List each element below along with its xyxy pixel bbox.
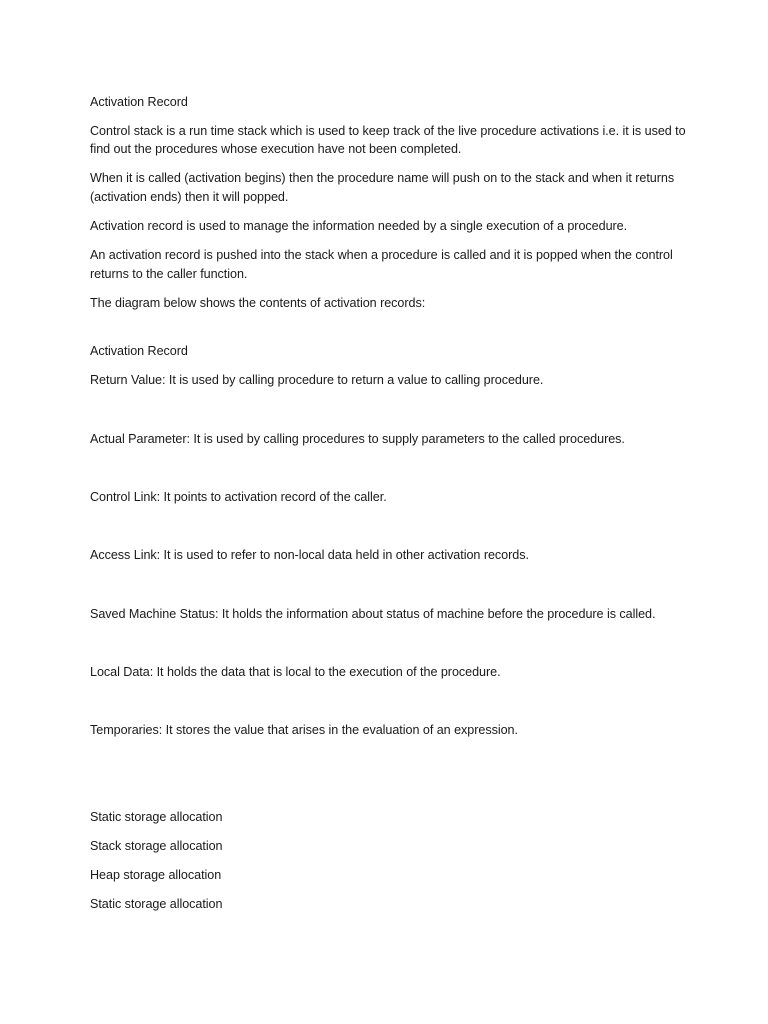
field-control-link: Control Link: It points to activation record of the caller. — [90, 490, 387, 504]
field-temporaries: Temporaries: It stores the value that arises in the evaluation of an expression. — [90, 723, 518, 738]
allocation-item-static-repeat: Static storage allocation — [90, 897, 223, 912]
field-access-link: Access Link: It is used to refer to non-local data held in other activation records. — [90, 548, 529, 563]
allocation-item-stack: Stack storage allocation — [90, 838, 223, 853]
allocation-item-heap: Heap storage allocation — [90, 868, 222, 883]
field-local-data: Local Data: It holds the data that is local to the execution of the procedure. — [90, 664, 501, 679]
paragraph-activation-push: When it is called (activation begins) then the procedure name will push on to the stack and when it returns (activation ends) then it will popped. — [90, 171, 675, 204]
paragraph-activation-record-stack: An activation record is pushed into the stack when a procedure is called and it is popped when the control returns to the caller function. — [90, 248, 673, 281]
document-heading: Activation Record — [90, 95, 188, 109]
allocation-item-static: Static storage allocation — [90, 809, 223, 824]
paragraph-diagram-intro: The diagram below shows the contents of activation records: — [90, 295, 426, 310]
document-body — [90, 93, 690, 924]
diagram-heading: Activation Record — [90, 344, 188, 359]
field-return-value: Return Value: It is used by calling procedure to return a value to calling procedure. — [90, 373, 544, 388]
paragraph-control-stack: Control stack is a run time stack which is used to keep track of the live procedure activations i.e. it is used to find out the procedures whose execution have not been completed. — [90, 123, 686, 157]
field-actual-parameter: Actual Parameter: It is used by calling procedures to supply parameters to the called procedures. — [90, 431, 625, 446]
paragraph-activation-record-purpose: Activation record is used to manage the information needed by a single execution of a procedure. — [90, 218, 628, 233]
field-saved-machine-status: Saved Machine Status: It holds the information about status of machine before the procedure is called. — [90, 606, 656, 621]
